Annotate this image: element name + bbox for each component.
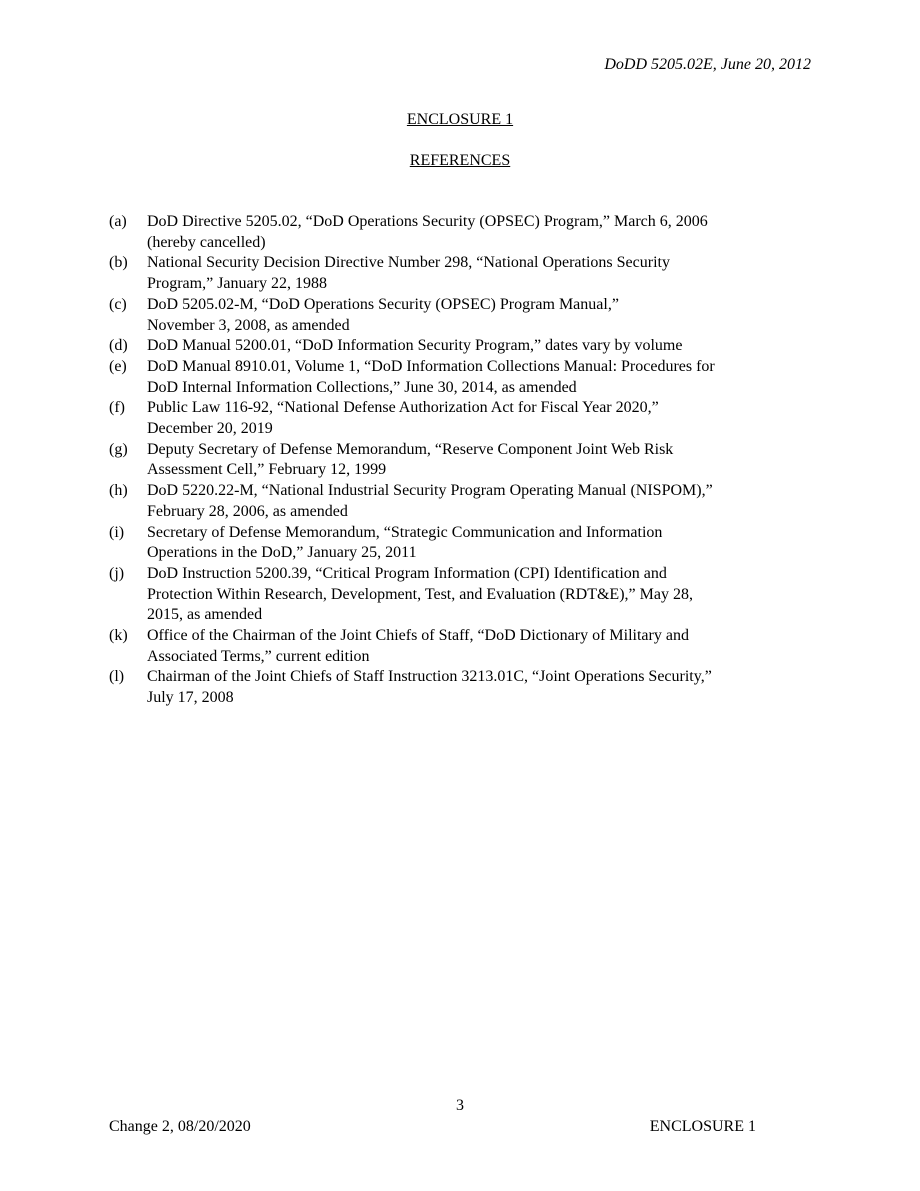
reference-text xyxy=(147,295,809,336)
reference-line: Operations in the DoD,” January 25, 2011 xyxy=(147,544,417,562)
reference-text xyxy=(147,440,809,481)
document-header: DoDD 5205.02E, June 20, 2012 xyxy=(604,56,811,73)
reference-text xyxy=(147,398,809,439)
reference-letter: (g) xyxy=(109,440,128,458)
reference-line: February 28, 2006, as amended xyxy=(147,502,348,520)
footer-enclosure-label: ENCLOSURE 1 xyxy=(649,1118,756,1135)
reference-line: Program,” January 22, 1988 xyxy=(147,275,327,293)
reference-letter: (l) xyxy=(109,668,125,686)
reference-line: DoD Manual 8910.01, Volume 1, “DoD Information Collections Manual: Procedures for xyxy=(147,357,715,375)
reference-letter: (j) xyxy=(109,564,125,582)
reference-text xyxy=(147,523,809,564)
reference-text xyxy=(147,212,809,253)
reference-letter: (i) xyxy=(109,523,125,541)
reference-line: DoD 5205.02-M, “DoD Operations Security (OPSEC) Program Manual,” xyxy=(147,295,619,313)
reference-line: DoD Manual 5200.01, “DoD Information Security Program,” dates vary by volume xyxy=(147,337,683,355)
reference-item xyxy=(109,564,809,626)
reference-letter: (h) xyxy=(109,482,128,500)
reference-line: DoD Instruction 5200.39, “Critical Program Information (CPI) Identification and xyxy=(147,564,667,582)
reference-line: Assessment Cell,” February 12, 1999 xyxy=(147,461,387,479)
reference-letter: (c) xyxy=(109,295,127,313)
reference-line: Associated Terms,” current edition xyxy=(147,647,370,665)
page-number: 3 xyxy=(456,1097,464,1114)
reference-item xyxy=(109,626,809,667)
reference-line: December 20, 2019 xyxy=(147,420,273,438)
reference-letter: (d) xyxy=(109,337,128,355)
reference-letter: (a) xyxy=(109,213,127,230)
enclosure-title: ENCLOSURE 1 xyxy=(406,111,514,128)
references-title: REFERENCES xyxy=(409,152,511,169)
reference-line: Office of the Chairman of the Joint Chiefs of Staff, “DoD Dictionary of Military and xyxy=(147,627,689,645)
footer-change-date: Change 2, 08/20/2020 xyxy=(109,1118,251,1135)
reference-item xyxy=(109,295,809,336)
reference-text xyxy=(147,564,809,626)
reference-line: Protection Within Research, Development, Test, and Evaluation (RDT&E),” May 28, xyxy=(147,585,693,603)
reference-line: National Security Decision Directive Number 298, “National Operations Security xyxy=(147,254,670,272)
reference-line: DoD Directive 5205.02, “DoD Operations Security (OPSEC) Program,” March 6, 2006 xyxy=(147,213,708,230)
reference-line: DoD Internal Information Collections,” June 30, 2014, as amended xyxy=(147,378,577,396)
reference-letter: (k) xyxy=(109,627,128,645)
reference-text xyxy=(147,626,809,667)
reference-item xyxy=(109,440,809,481)
reference-letter: (f) xyxy=(109,399,125,417)
reference-item xyxy=(109,212,809,253)
reference-text xyxy=(147,357,809,398)
reference-item xyxy=(109,398,809,439)
reference-line: 2015, as amended xyxy=(147,606,263,624)
reference-item xyxy=(109,357,809,398)
reference-item xyxy=(109,523,809,564)
references-list xyxy=(109,212,809,709)
reference-line: Public Law 116-92, “National Defense Authorization Act for Fiscal Year 2020,” xyxy=(147,399,659,417)
reference-letter: (b) xyxy=(109,254,128,272)
reference-letter: (e) xyxy=(109,357,127,375)
reference-line: Deputy Secretary of Defense Memorandum, “Reserve Component Joint Web Risk xyxy=(147,440,674,458)
reference-line: DoD 5220.22-M, “National Industrial Security Program Operating Manual (NISPOM),” xyxy=(147,482,713,500)
reference-line: Chairman of the Joint Chiefs of Staff Instruction 3213.01C, “Joint Operations Security,” xyxy=(147,668,712,686)
reference-line: July 17, 2008 xyxy=(147,689,234,707)
reference-item xyxy=(109,336,809,357)
reference-text xyxy=(147,481,809,522)
reference-text xyxy=(147,253,809,294)
reference-text xyxy=(147,336,809,357)
reference-item xyxy=(109,253,809,294)
reference-item xyxy=(109,667,809,708)
reference-line: Secretary of Defense Memorandum, “Strategic Communication and Information xyxy=(147,523,663,541)
reference-line: (hereby cancelled) xyxy=(147,233,266,251)
reference-text xyxy=(147,667,809,708)
reference-line: November 3, 2008, as amended xyxy=(147,316,350,334)
reference-item xyxy=(109,481,809,522)
